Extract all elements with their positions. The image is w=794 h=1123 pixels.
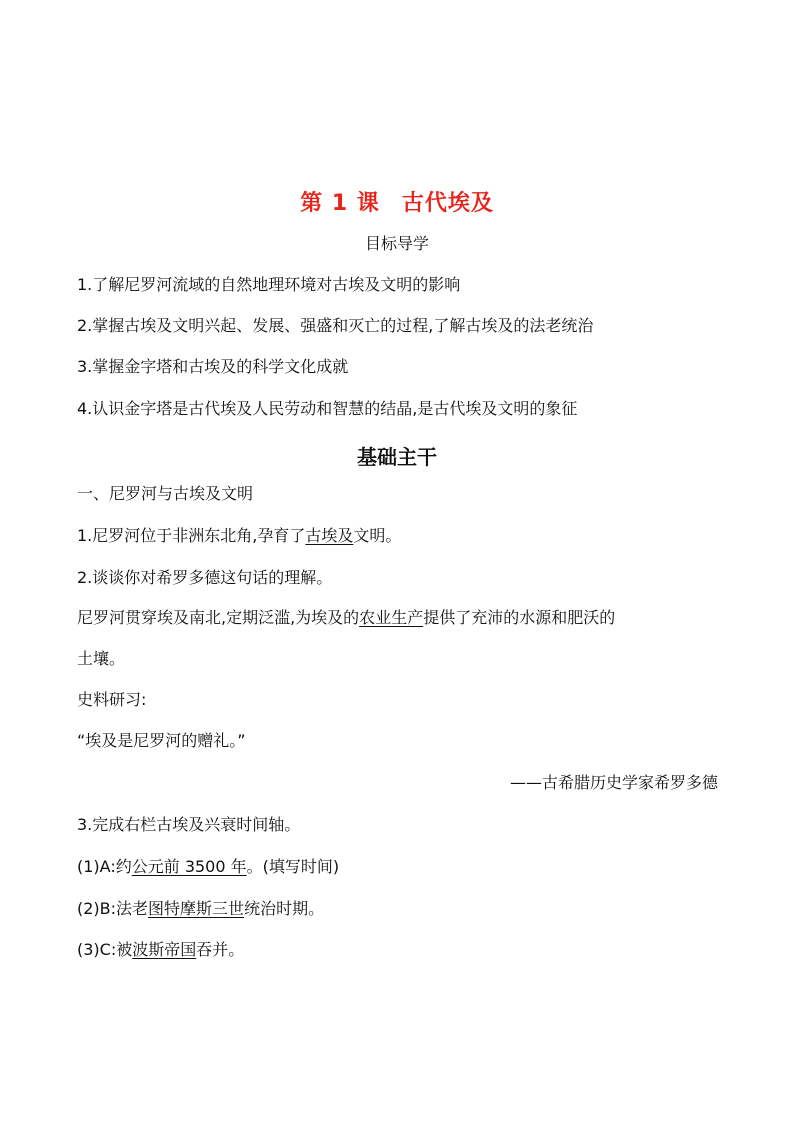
q3-item-2-tail: 统治时期。	[244, 899, 325, 918]
q3-item-1-text: (1)A:约	[77, 857, 132, 876]
lesson-topic: 古代埃及	[401, 191, 494, 216]
question-3-item-1	[77, 857, 339, 877]
q1-text: 1.尼罗河位于非洲东北角,孕育了	[77, 526, 306, 545]
goals-subtitle: 目标导学	[364, 234, 429, 253]
goal-item-3: 3.掌握金字塔和古埃及的科学文化成就	[77, 357, 349, 376]
goal-item-1: 1.了解尼罗河流域的自然地理环境对古埃及文明的影响	[77, 275, 461, 294]
question-2: 2.谈谈你对希罗多德这句话的理解。	[77, 568, 333, 587]
lesson-number: 第 1 课	[300, 191, 380, 216]
lesson-title	[0, 186, 794, 217]
q2-tail: 提供了充沛的水源和肥沃的	[423, 608, 616, 627]
quote-text: “埃及是尼罗河的赠礼。”	[77, 731, 246, 750]
q2-text: 尼罗河贯穿埃及南北,定期泛滥,为埃及的	[77, 608, 360, 627]
question-2-answer	[77, 608, 615, 628]
goal-item-2: 2.掌握古埃及文明兴起、发展、强盛和灭亡的过程,了解古埃及的法老统治	[77, 316, 594, 335]
q3-item-3-text: (3)C:被	[77, 940, 133, 959]
q2-answer: 农业生产	[359, 608, 424, 627]
quote-attribution: ——古希腊历史学家希罗多德	[509, 773, 718, 792]
q3-item-2-text: (2)B:法老	[77, 899, 149, 918]
question-3-item-3	[77, 940, 244, 960]
goal-item-4: 4.认识金字塔是古代埃及人民劳动和智慧的结晶,是古代埃及文明的象征	[77, 399, 578, 418]
section-title: 基础主干	[357, 445, 437, 469]
part1-heading: 一、尼罗河与古埃及文明	[77, 484, 254, 503]
q1-tail: 文明。	[353, 526, 402, 545]
q3-item-3-tail: 吞并。	[196, 940, 245, 959]
question-3: 3.完成右栏古埃及兴衰时间轴。	[77, 815, 301, 834]
q1-answer: 古埃及	[305, 526, 354, 545]
question-3-item-2	[77, 899, 324, 919]
question-1	[77, 526, 401, 546]
q3-item-1-answer: 公元前 3500 年	[131, 857, 247, 876]
q3-item-2-answer: 图特摩斯三世	[148, 899, 245, 918]
question-2-answer-cont: 土壤。	[77, 649, 126, 668]
source-label: 史料研习:	[77, 690, 147, 709]
q3-item-3-answer: 波斯帝国	[132, 940, 197, 959]
q3-item-1-tail: 。(填写时间)	[246, 857, 340, 876]
